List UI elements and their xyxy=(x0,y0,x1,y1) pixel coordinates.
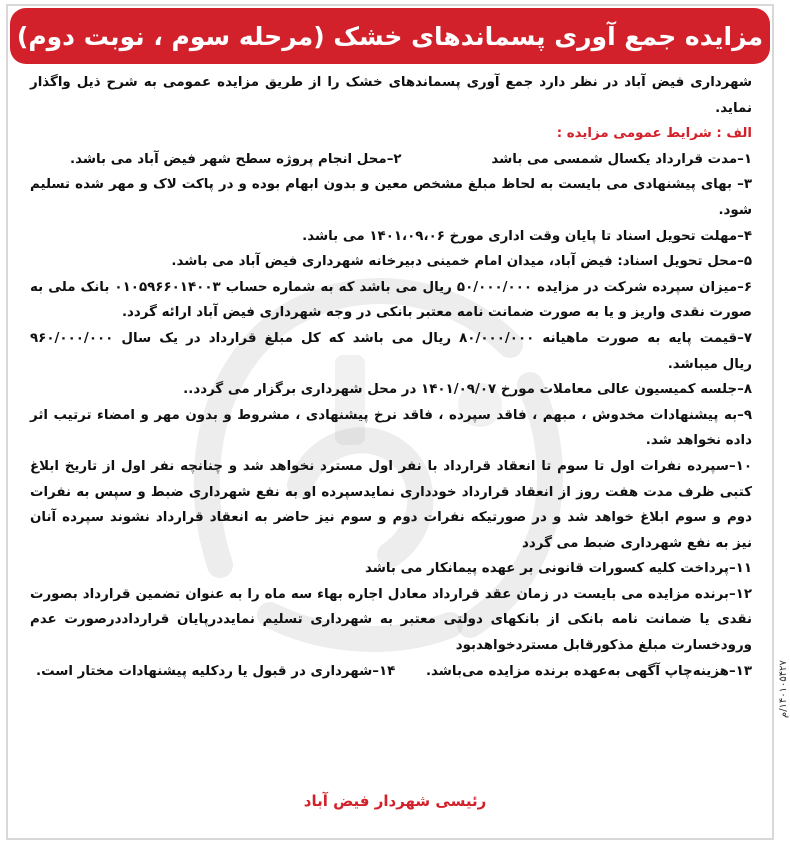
clause-7: ۷–قیمت پایه به صورت ماهیانه ۸۰/۰۰۰/۰۰۰ ریال می باشد که کل مبلغ قرارداد در یک سال ۹۶۰/۰۰۰/۰۰۰ xyxy=(30,330,752,346)
clause-6-cont: صورت نقدی واریز و یا به صورت ضمانت نامه معتبر بانکی در وجه شهرداری فیض آباد ارائه گردد. xyxy=(121,305,752,321)
section-heading: الف : شرایط عمومی مزایده : xyxy=(556,126,752,142)
clause-12-cont: ورودخسارت مبلغ مذکورقابل مستردخواهدبود xyxy=(455,638,752,654)
clause-3-cont: شود. xyxy=(718,202,752,218)
clause-14: ۱۴–شهرداری در قبول یا ردکلیه پیشنهادات مختار است. xyxy=(36,663,396,679)
notice-body xyxy=(30,70,752,684)
clause-10-cont: کتبی ظرف مدت هفت روز از انعقاد قرارداد خودداری نمایدسپرده او به نفع شهرداری ضبط و سپس به نفرات xyxy=(30,484,752,500)
clause-5: ۵–محل تحویل اسناد: فیض آباد، میدان امام خمینی دبیرخانه شهرداری فیض آباد می باشد. xyxy=(171,254,752,270)
clause-4: ۴–مهلت تحویل اسناد تا پایان وقت اداری مورخ ۱۴۰۱،۰۹،۰۶ می باشد. xyxy=(302,228,752,244)
intro-line: شهرداری فیض آباد در نظر دارد جمع آوری پسماندهای خشک را از طریق مزایده عمومی به شرح ذیل واگذار xyxy=(30,75,752,90)
intro-line: نماید. xyxy=(715,100,752,116)
clause-13: ۱۳–هزینه‌چاپ آگهی به‌عهده برنده مزایده می‌باشد. xyxy=(425,663,752,679)
clause-6: ۶–میزان سپرده شرکت در مزایده ۵۰/۰۰۰/۰۰۰ ریال می باشد که به شماره حساب ۰۱۰۵۹۶۶۰۱۴۰۰۳ بانک ملی به xyxy=(30,279,752,295)
clause-row-13-14 xyxy=(30,659,752,685)
side-reference-number: ۱۴۰۱۰۵۴۲۷/م xyxy=(778,660,789,718)
clause-12-cont: نقدی یا ضمانت نامه بانکی از بانکهای دولتی معتبر به شهرداری تسلیم نمایددرپایان قرارداددرصورت عدم xyxy=(30,612,752,628)
clause-8: ۸–جلسه کمیسیون عالی معاملات مورخ ۱۴۰۱/۰۹/۰۷ در محل شهرداری برگزار می گردد.. xyxy=(183,382,752,398)
clause-10: ۱۰–سپرده نفرات اول تا سوم تا انعقاد قرارداد با نفر اول مسترد نخواهد شد و چنانچه نفر اول از تاریخ ابلاغ xyxy=(30,458,752,474)
clause-7-cont: ریال میباشد. xyxy=(667,356,752,372)
clause-row-1-2 xyxy=(30,147,752,173)
clause-11: ۱۱–پرداخت کلیه کسورات قانونی بر عهده پیمانکار می باشد xyxy=(364,561,752,577)
clause-10-cont: دوم و سوم ابلاغ خواهد شد و در صورتیکه نفرات دوم و سوم نیز حاضر به انعقاد قرارداد نشوند سپرده آنان xyxy=(30,510,752,526)
signature: رئیسی شهردار فیض آباد xyxy=(303,792,487,810)
clause-9: ۹–به پیشنهادات مخدوش ، مبهم ، فاقد سپرده ، فاقد نرخ پیشنهادی ، مشروط و بدون مهر و امضاء ترتیب اثر xyxy=(30,407,752,423)
clause-3: ۳– بهای پیشنهادی می بایست به لحاظ مبلغ مشخص معین و بدون ابهام بوده و در پاکت لاک و مهر شده تسلیم xyxy=(30,177,752,193)
clause-12: ۱۲–برنده مزایده می بایست در زمان عقد قرارداد معادل اجاره بهاء سه ماه را به عنوان تضمین قرارداد بصورت xyxy=(30,586,752,602)
clause-10-cont: نیز به نفع شهرداری ضبط می گردد xyxy=(522,535,752,551)
notice-title: مزایده جمع آوری پسماندهای خشک (مرحله سوم ، نوبت دوم) xyxy=(10,8,770,64)
clause-1: ۱–مدت قرارداد یکسال شمسی می باشد xyxy=(491,151,752,167)
clause-2: ۲–محل انجام پروژه سطح شهر فیض آباد می باشد. xyxy=(70,151,402,167)
clause-9-cont: داده نخواهد شد. xyxy=(645,433,752,449)
